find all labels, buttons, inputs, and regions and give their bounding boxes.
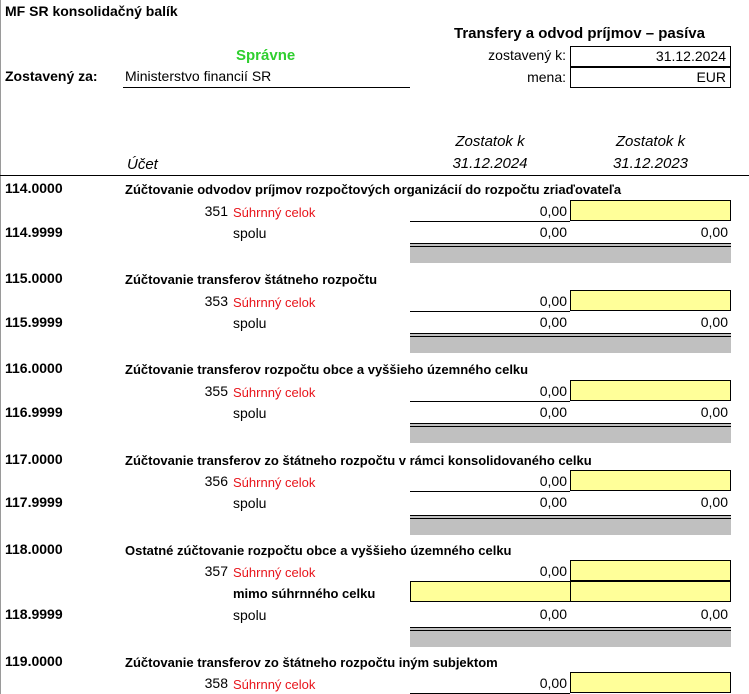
outside-unit-label: mimo súhrnného celku — [233, 586, 376, 601]
value-input-prior[interactable] — [570, 290, 731, 311]
value-current: 0,00 — [410, 561, 570, 582]
section-title: Zúčtovanie transferov zo štátneho rozpočtu v rámci konsolidovaného celku — [125, 453, 592, 468]
compiled-for-underline — [123, 87, 410, 88]
col1-header-line1: Zostatok k — [455, 133, 525, 150]
section-code: 115.0000 — [5, 270, 63, 286]
value-current: 0,00 — [410, 673, 570, 694]
col1-header-line2: 31.12.2024 — [452, 155, 528, 172]
section-title: Ostatné zúčtovanie rozpočtu obce a vyššieho územného celku — [125, 543, 512, 558]
section-code: 118.0000 — [5, 541, 63, 557]
value-current: 0,00 — [410, 291, 570, 312]
outside-input-prior[interactable] — [570, 581, 731, 602]
compiled-date-label: zostavený k: — [488, 47, 566, 63]
account-column-label: Účet — [127, 156, 158, 173]
compiled-for-label: Zostavený za: — [5, 68, 98, 84]
col2-header-line2: 31.12.2023 — [612, 155, 689, 172]
total-current: 0,00 — [539, 404, 567, 420]
section-code: 114.0000 — [5, 180, 63, 196]
value-current: 0,00 — [410, 201, 570, 222]
status-indicator: Správne — [236, 47, 296, 64]
section-code: 117.0000 — [5, 451, 63, 467]
section-separator — [410, 243, 731, 263]
section-title: Zúčtovanie transferov zo štátneho rozpočtu iným subjektom — [125, 655, 498, 670]
section-code: 119.0000 — [5, 653, 63, 669]
left-border — [0, 0, 1, 694]
account-number: 357 — [204, 563, 228, 579]
value-input-prior[interactable] — [570, 380, 731, 401]
value-current: 0,00 — [410, 471, 570, 492]
total-current: 0,00 — [539, 224, 567, 240]
total-prior: 0,00 — [700, 404, 728, 420]
summary-unit-label: Súhrnný celok — [233, 565, 316, 580]
total-code: 115.9999 — [5, 314, 63, 330]
currency-label: mena: — [527, 69, 566, 85]
total-prior: 0,00 — [700, 314, 728, 330]
sheet-title: Transfery a odvod príjmov – pasíva — [454, 25, 705, 42]
account-number: 351 — [204, 203, 228, 219]
total-code: 114.9999 — [5, 224, 63, 240]
section-separator — [410, 423, 731, 443]
account-number: 355 — [204, 383, 228, 399]
section-title: Zúčtovanie transferov rozpočtu obce a vyššieho územného celku — [125, 362, 529, 377]
total-label: spolu — [233, 225, 267, 241]
summary-unit-label: Súhrnný celok — [233, 295, 316, 310]
section-code: 116.0000 — [5, 360, 63, 376]
outside-input-current[interactable] — [410, 581, 571, 602]
section-separator — [410, 515, 731, 535]
account-number: 353 — [204, 293, 228, 309]
value-input-prior[interactable] — [570, 560, 731, 581]
total-code: 118.9999 — [5, 606, 63, 622]
currency-field[interactable]: EUR — [570, 67, 731, 88]
total-current: 0,00 — [539, 494, 567, 510]
account-number: 356 — [204, 473, 228, 489]
header-divider — [0, 175, 749, 176]
total-current: 0,00 — [539, 606, 567, 622]
section-separator — [410, 627, 731, 647]
value-input-prior[interactable] — [570, 200, 731, 221]
total-prior: 0,00 — [700, 606, 728, 622]
total-code: 117.9999 — [5, 494, 63, 510]
summary-unit-label: Súhrnný celok — [233, 205, 316, 220]
total-label: spolu — [233, 495, 267, 511]
section-separator — [410, 333, 731, 353]
total-prior: 0,00 — [700, 224, 728, 240]
total-label: spolu — [233, 607, 267, 623]
col2-header-line1: Zostatok k — [615, 133, 686, 150]
section-title: Zúčtovanie odvodov príjmov rozpočtových organizácií do rozpočtu zriaďovateľa — [125, 182, 622, 197]
section-title: Zúčtovanie transferov štátneho rozpočtu — [125, 272, 378, 287]
total-prior: 0,00 — [700, 494, 728, 510]
value-input-prior[interactable] — [570, 672, 731, 693]
total-code: 116.9999 — [5, 404, 63, 420]
summary-unit-label: Súhrnný celok — [233, 475, 316, 490]
total-current: 0,00 — [539, 314, 567, 330]
total-label: spolu — [233, 315, 267, 331]
summary-unit-label: Súhrnný celok — [233, 385, 316, 400]
compiled-for-value[interactable]: Ministerstvo financií SR — [125, 68, 272, 84]
value-input-prior[interactable] — [570, 470, 731, 491]
app-title: MF SR konsolidačný balík — [5, 3, 178, 19]
total-label: spolu — [233, 405, 267, 421]
account-number: 358 — [204, 675, 228, 691]
value-current: 0,00 — [410, 381, 570, 402]
compiled-date-field[interactable]: 31.12.2024 — [570, 46, 731, 67]
summary-unit-label: Súhrnný celok — [233, 677, 316, 692]
